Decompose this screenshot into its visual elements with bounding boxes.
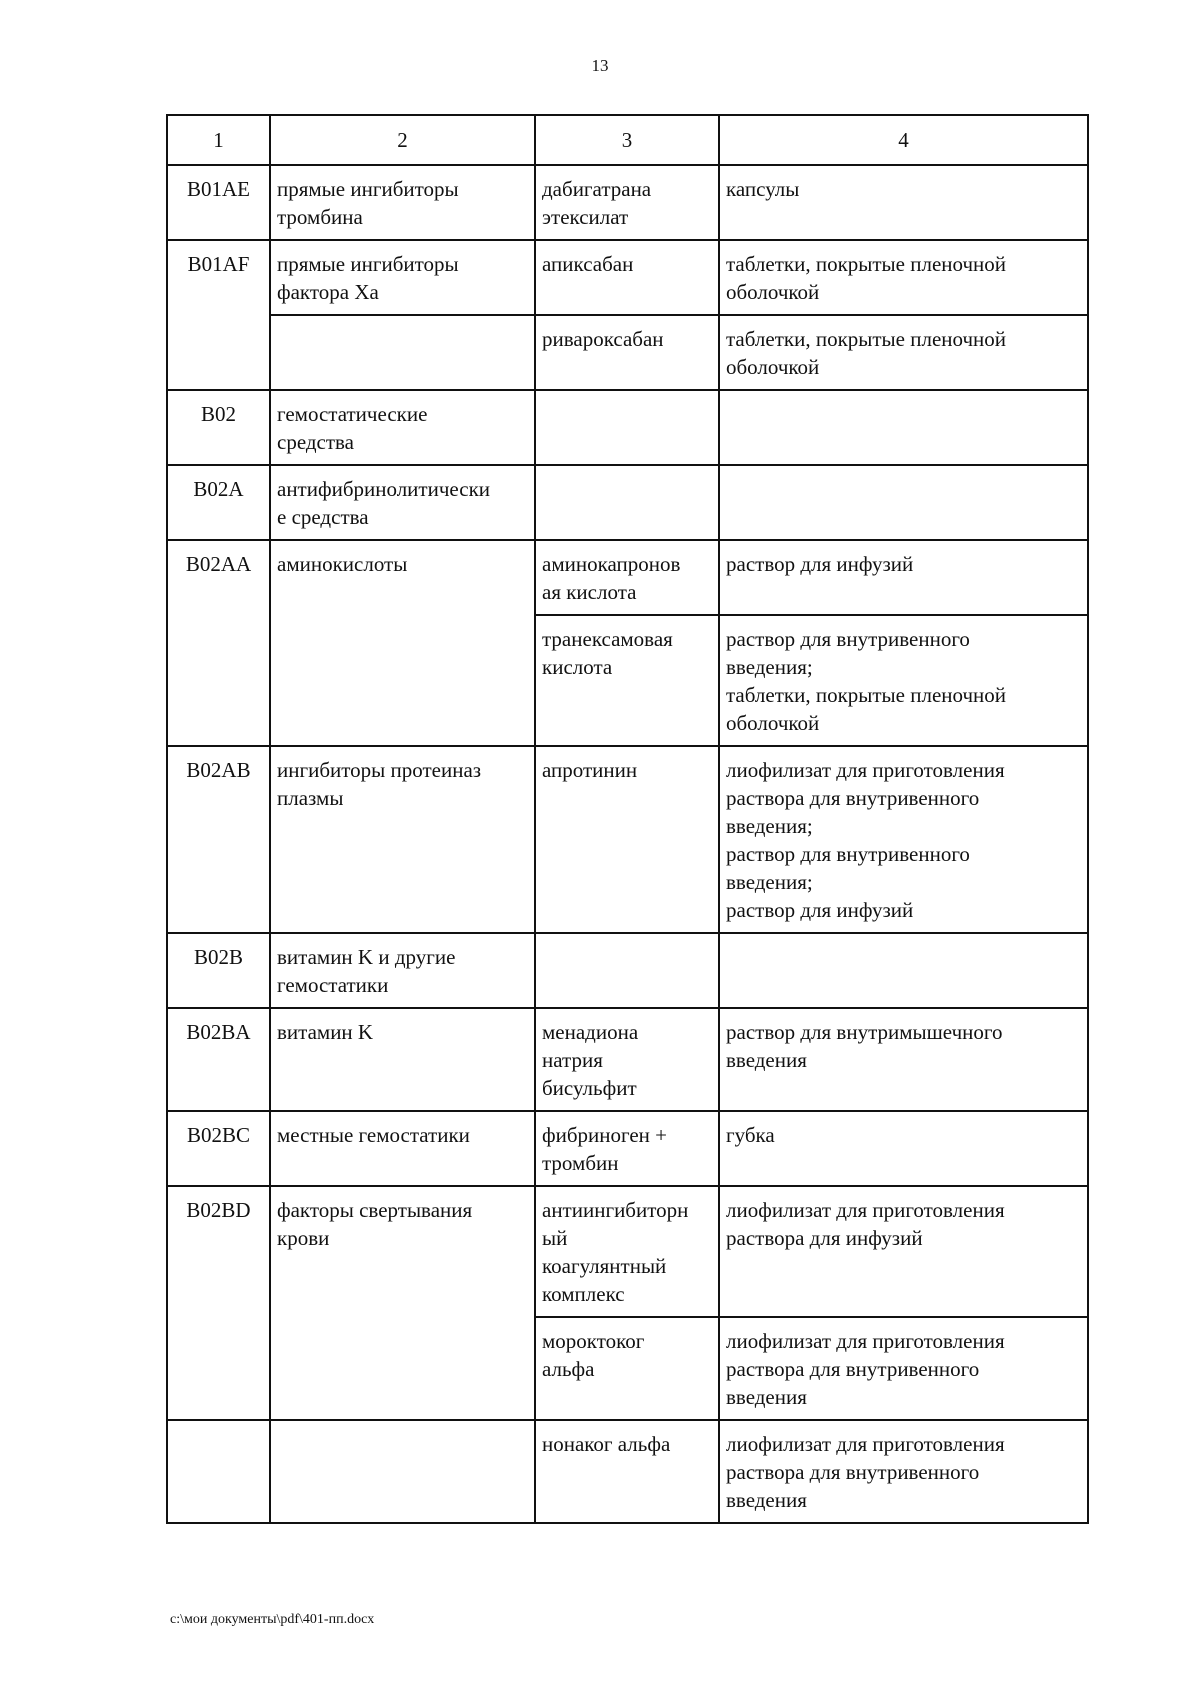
drug-cell: дабигатрана этексилат [535,165,719,240]
drug-cell: фибриноген + тромбин [535,1111,719,1186]
atc-code-cell [167,1420,270,1523]
group-cell: местные гемостатики [270,1111,535,1186]
table-row [167,1111,1088,1186]
atc-code-cell: B01AE [167,165,270,240]
table-row [167,165,1088,240]
dosage-form-cell: губка [719,1111,1088,1186]
atc-code-cell: B02BA [167,1008,270,1111]
dosage-form-cell: лиофилизат для приготовления раствора для внутривенного введения [719,1317,1088,1420]
dosage-form-cell [719,465,1088,540]
atc-code-cell: B02AA [167,540,270,746]
group-cell: ингибиторы протеиназ плазмы [270,746,535,933]
group-cell [270,1420,535,1523]
atc-code-cell: B02AB [167,746,270,933]
dosage-form-cell: раствор для инфузий [719,540,1088,615]
dosage-form-cell: таблетки, покрытые пленочной оболочкой [719,315,1088,390]
column-header: 1 [167,115,270,165]
table-row [167,1186,1088,1317]
dosage-form-cell [719,933,1088,1008]
table-row [167,1008,1088,1111]
drug-cell: мороктоког альфа [535,1317,719,1420]
column-header: 3 [535,115,719,165]
group-cell: витамин K [270,1008,535,1111]
drug-cell: менадиона натрия бисульфит [535,1008,719,1111]
dosage-form-cell: лиофилизат для приготовления раствора для внутривенного введения [719,1420,1088,1523]
table-header-row [167,115,1088,165]
page-number: 13 [591,56,609,75]
drug-cell [535,465,719,540]
table-row [167,465,1088,540]
dosage-form-cell: раствор для внутримышечного введения [719,1008,1088,1111]
drug-cell: ривароксабан [535,315,719,390]
atc-code-cell: B02A [167,465,270,540]
table-row [167,390,1088,465]
drug-cell: аминокапронов ая кислота [535,540,719,615]
table-row [167,240,1088,315]
group-cell: факторы свертывания крови [270,1186,535,1420]
group-cell: прямые ингибиторы фактора Xa [270,240,535,315]
table-row [167,1420,1088,1523]
drug-cell: транексамовая кислота [535,615,719,746]
dosage-form-cell [719,390,1088,465]
drug-cell: апиксабан [535,240,719,315]
drug-table [166,114,1089,1524]
atc-code-cell: B02B [167,933,270,1008]
group-cell: гемостатические средства [270,390,535,465]
table-row [167,933,1088,1008]
table-row [167,315,1088,390]
group-cell [270,315,535,390]
table-row [167,746,1088,933]
atc-code-cell: B02 [167,390,270,465]
column-header: 2 [270,115,535,165]
group-cell: витамин K и другие гемостатики [270,933,535,1008]
drug-cell [535,933,719,1008]
drug-cell [535,390,719,465]
footer-file-path: c:\мои документы\pdf\401-пп.docx [170,1612,375,1627]
group-cell: прямые ингибиторы тромбина [270,165,535,240]
column-header: 4 [719,115,1088,165]
atc-code-cell: B01AF [167,240,270,390]
dosage-form-cell: таблетки, покрытые пленочной оболочкой [719,240,1088,315]
group-cell: антифибринолитически е средства [270,465,535,540]
atc-code-cell: B02BC [167,1111,270,1186]
dosage-form-cell: лиофилизат для приготовления раствора для внутривенного введения; раствор для внутривенного введения; раствор для инфузий [719,746,1088,933]
drug-cell: нонаког альфа [535,1420,719,1523]
atc-code-cell: B02BD [167,1186,270,1420]
dosage-form-cell: лиофилизат для приготовления раствора для инфузий [719,1186,1088,1317]
table-row [167,540,1088,615]
group-cell: аминокислоты [270,540,535,746]
dosage-form-cell: капсулы [719,165,1088,240]
drug-cell: апротинин [535,746,719,933]
dosage-form-cell: раствор для внутривенного введения; таблетки, покрытые пленочной оболочкой [719,615,1088,746]
drug-cell: антиингибиторн ый коагулянтный комплекс [535,1186,719,1317]
